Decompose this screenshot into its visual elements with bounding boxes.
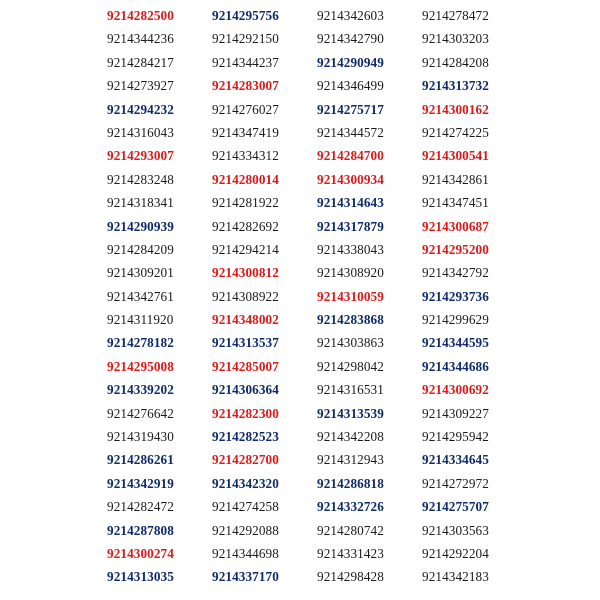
phone-number: 9214310059 — [317, 288, 384, 304]
phone-number: 9214344236 — [107, 31, 174, 47]
phone-number: 9214308922 — [212, 288, 279, 304]
phone-number: 9214282523 — [212, 429, 279, 445]
phone-number: 9214293736 — [422, 288, 489, 304]
phone-number: 9214278182 — [107, 335, 174, 351]
phone-number: 9214314643 — [317, 195, 384, 211]
phone-number: 9214342603 — [317, 8, 384, 23]
phone-number: 9214316043 — [107, 124, 174, 140]
phone-number: 9214344237 — [212, 54, 279, 70]
number-column-1 — [107, 4, 212, 589]
phone-number: 9214292150 — [212, 31, 279, 47]
phone-number: 9214311920 — [107, 312, 174, 328]
phone-number: 9214332726 — [317, 499, 384, 515]
phone-number: 9214316531 — [317, 382, 384, 398]
phone-number: 9214275707 — [422, 499, 489, 515]
phone-number: 9214294232 — [107, 101, 174, 117]
phone-number: 9214293007 — [107, 148, 174, 164]
phone-number: 9214276027 — [212, 101, 279, 117]
phone-number: 9214274225 — [422, 124, 489, 140]
phone-number: 9214342861 — [422, 171, 489, 187]
phone-number: 9214298042 — [317, 358, 384, 374]
phone-number: 9214295942 — [422, 429, 489, 445]
phone-number: 9214342183 — [422, 569, 489, 585]
phone-number: 9214313537 — [212, 335, 279, 351]
phone-number: 9214294214 — [212, 241, 279, 257]
phone-number: 9214283868 — [317, 312, 384, 328]
phone-number: 9214281922 — [212, 195, 279, 211]
number-column-2 — [212, 4, 317, 589]
phone-number: 9214300687 — [422, 218, 489, 234]
phone-number: 9214292204 — [422, 545, 489, 561]
phone-number: 9214290939 — [107, 218, 174, 234]
phone-number: 9214308920 — [317, 265, 384, 281]
phone-number: 9214300812 — [212, 265, 279, 281]
phone-number: 9214303203 — [422, 31, 489, 47]
phone-number: 9214319430 — [107, 429, 174, 445]
phone-number: 9214334645 — [422, 452, 489, 468]
phone-number: 9214303863 — [317, 335, 384, 351]
phone-number: 9214342761 — [107, 288, 174, 304]
phone-number: 9214298428 — [317, 569, 384, 585]
phone-number: 9214282700 — [212, 452, 279, 468]
phone-number: 9214348002 — [212, 312, 279, 328]
phone-number: 9214284700 — [317, 148, 384, 164]
phone-number: 9214346499 — [317, 78, 384, 94]
phone-number: 9214278472 — [422, 8, 489, 23]
phone-number: 9214303563 — [422, 522, 489, 538]
phone-number: 9214287808 — [107, 522, 174, 538]
phone-number: 9214300162 — [422, 101, 489, 117]
phone-number: 9214284217 — [107, 54, 174, 70]
phone-number: 9214338043 — [317, 241, 384, 257]
phone-number: 9214300274 — [107, 545, 174, 561]
phone-number: 9214342320 — [212, 475, 279, 491]
phone-number: 9214313035 — [107, 569, 174, 585]
phone-number: 9214284208 — [422, 54, 489, 70]
number-column-3 — [317, 4, 422, 589]
phone-number: 9214309201 — [107, 265, 174, 281]
phone-number: 9214309227 — [422, 405, 489, 421]
phone-number: 9214283248 — [107, 171, 174, 187]
phone-number: 9214295008 — [107, 358, 174, 374]
phone-number: 9214285007 — [212, 358, 279, 374]
phone-number: 9214280014 — [212, 171, 279, 187]
phone-number: 9214344698 — [212, 545, 279, 561]
phone-number: 9214292088 — [212, 522, 279, 538]
phone-number: 9214347451 — [422, 195, 489, 211]
number-column-4 — [422, 4, 527, 589]
phone-number: 9214313539 — [317, 405, 384, 421]
phone-number: 9214347419 — [212, 124, 279, 140]
phone-number: 9214339202 — [107, 382, 174, 398]
phone-number: 9214312943 — [317, 452, 384, 468]
phone-number: 9214342208 — [317, 429, 384, 445]
phone-number: 9214331423 — [317, 545, 384, 561]
phone-number: 9214295756 — [212, 8, 279, 23]
phone-number: 9214342790 — [317, 31, 384, 47]
phone-number: 9214282692 — [212, 218, 279, 234]
phone-number: 9214342919 — [107, 475, 174, 491]
phone-number: 9214282300 — [212, 405, 279, 421]
phone-number: 9214344686 — [422, 358, 489, 374]
phone-number: 9214286261 — [107, 452, 174, 468]
phone-number: 9214276642 — [107, 405, 174, 421]
phone-number: 9214273927 — [107, 78, 174, 94]
phone-number: 9214280742 — [317, 522, 384, 538]
phone-number: 9214300934 — [317, 171, 384, 187]
phone-number: 9214300541 — [422, 148, 489, 164]
phone-number: 9214284209 — [107, 241, 174, 257]
phone-number: 9214274258 — [212, 499, 279, 515]
phone-number: 9214295200 — [422, 241, 489, 257]
phone-number: 9214344595 — [422, 335, 489, 351]
phone-number: 9214337170 — [212, 569, 279, 585]
phone-number: 9214344572 — [317, 124, 384, 140]
phone-number: 9214317879 — [317, 218, 384, 234]
phone-number: 9214306364 — [212, 382, 279, 398]
phone-number: 9214283007 — [212, 78, 279, 94]
phone-number: 9214282472 — [107, 499, 174, 515]
phone-number: 9214282500 — [107, 8, 174, 23]
phone-number: 9214286818 — [317, 475, 384, 491]
phone-number: 9214313732 — [422, 78, 489, 94]
phone-number: 9214272972 — [422, 475, 489, 491]
phone-number: 9214334312 — [212, 148, 279, 164]
phone-number: 9214342792 — [422, 265, 489, 281]
phone-number: 9214290949 — [317, 54, 384, 70]
phone-number: 9214275717 — [317, 101, 384, 117]
phone-number: 9214318341 — [107, 195, 174, 211]
phone-number: 9214300692 — [422, 382, 489, 398]
phone-number: 9214299629 — [422, 312, 489, 328]
